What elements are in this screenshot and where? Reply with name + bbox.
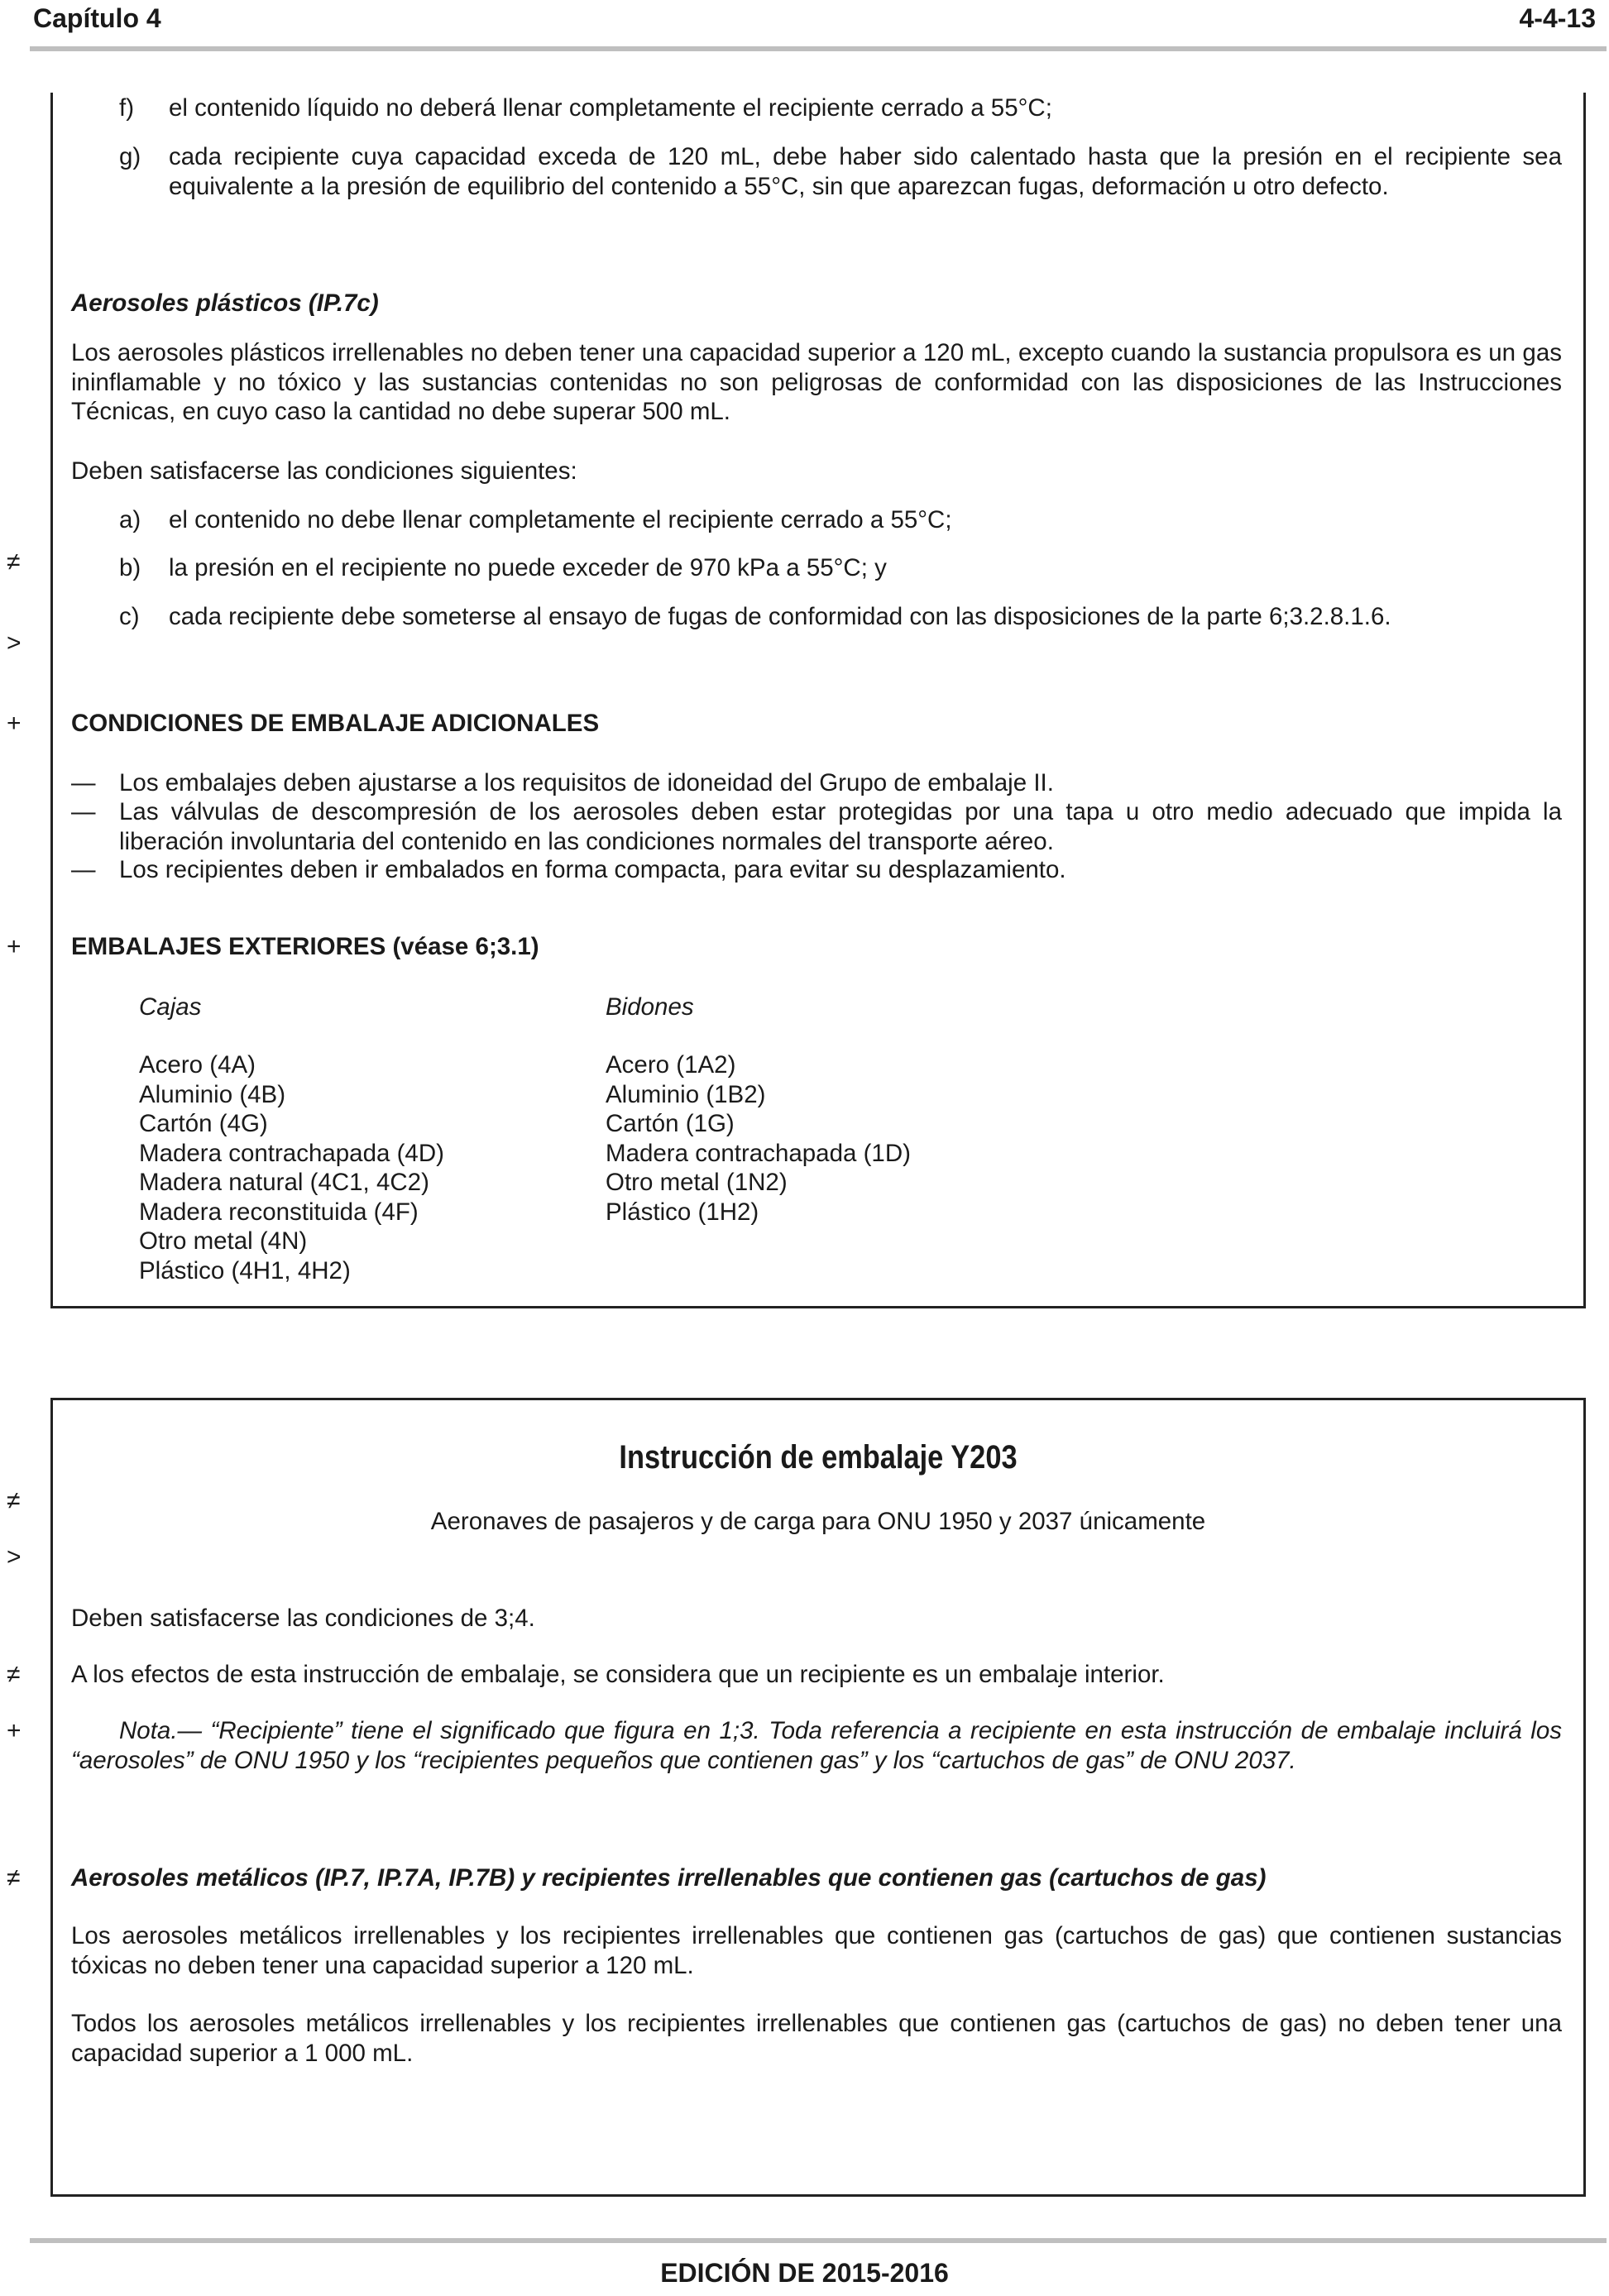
list-label: b) <box>119 554 141 581</box>
section-heading: EMBALAJES EXTERIORES (véase 6;3.1) <box>71 933 539 960</box>
footer-rule <box>30 2238 1607 2243</box>
list-item: Otro metal (1N2) <box>606 1169 788 1196</box>
list-item: Plástico (4H1, 4H2) <box>139 1256 351 1284</box>
paragraph: Deben satisfacerse las condiciones de 3;4. <box>71 1605 535 1632</box>
list-label: c) <box>119 603 140 630</box>
paragraph: Los aerosoles plásticos irrellenables no deben tener una capacidad superior a 120 mL, excepto cuando la sustancia propulsora es un gas ininflamable y no tóxico y las sustancias contenidas no son peligrosas de conformidad con las disposiciones de las Instrucciones Técnicas, en cuyo caso la cantidad no debe superar 500 mL. <box>71 339 1562 425</box>
section-heading: CONDICIONES DE EMBALAJE ADICIONALES <box>71 710 600 737</box>
list-item: cada recipiente debe someterse al ensayo de fugas de conformidad con las disposiciones de la parte 6;3.2.8.1.6. <box>169 603 1391 630</box>
margin-mark: > <box>7 1543 22 1571</box>
list-item: Los embalajes deben ajustarse a los requisitos de idoneidad del Grupo de embalaje II. <box>119 769 1054 796</box>
section-heading: Aerosoles metálicos (IP.7, IP.7A, IP.7B) y recipientes irrellenables que contienen gas (cartuchos de gas) <box>71 1864 1267 1892</box>
list-item: Cartón (4G) <box>139 1110 268 1137</box>
edition-label: EDICIÓN DE 2015-2016 <box>660 2258 949 2288</box>
column-heading-drums: Bidones <box>606 993 694 1021</box>
list-label: g) <box>119 143 141 170</box>
paragraph: A los efectos de esta instrucción de embalaje, se considera que un recipiente es un embalaje interior. <box>71 1661 1165 1688</box>
list-label: a) <box>119 506 141 533</box>
instruction-subtitle: Aeronaves de pasajeros y de carga para ONU 1950 y 2037 únicamente <box>430 1508 1206 1535</box>
page-number: 4-4-13 <box>1519 3 1596 33</box>
list-item: el contenido líquido no deberá llenar completamente el recipiente cerrado a 55°C; <box>169 94 1052 122</box>
chapter-label: Capítulo 4 <box>33 3 161 33</box>
list-item: la presión en el recipiente no puede exceder de 970 kPa a 55°C; y <box>169 554 887 581</box>
list-item: Cartón (1G) <box>606 1110 735 1137</box>
margin-mark: + <box>7 710 22 737</box>
boxes-list <box>139 1050 444 1285</box>
margin-mark: > <box>7 629 22 657</box>
header-rule <box>30 46 1607 51</box>
list-item: el contenido no debe llenar completamente el recipiente cerrado a 55°C; <box>169 506 952 533</box>
dash-bullet: — <box>71 769 96 796</box>
dash-bullet: — <box>71 856 96 883</box>
margin-mark: ≠ <box>7 1864 21 1892</box>
margin-mark: + <box>7 933 22 960</box>
list-item: Aluminio (4B) <box>139 1080 286 1108</box>
list-item: Las válvulas de descompresión de los aerosoles deben estar protegidas por una tapa u otro medio adecuado que impida la liberación involuntaria del contenido en las condiciones normales del transporte aéreo. <box>119 798 1562 855</box>
instruction-title: Instrucción de embalaje Y203 <box>619 1439 1018 1476</box>
list-item: Otro metal (4N) <box>139 1227 308 1255</box>
margin-mark: ≠ <box>7 1487 21 1514</box>
list-item: Madera reconstituida (4F) <box>139 1198 419 1226</box>
note: Nota.— “Recipiente” tiene el significado que figura en 1;3. Toda referencia a recipiente en esta instrucción de embalaje incluirá los “aerosoles” de ONU 1950 y los “recipientes pequeños que contienen gas” y los “cartuchos de gas” de ONU 2037. <box>71 1717 1562 1774</box>
list-item: Acero (1A2) <box>606 1051 736 1079</box>
section-heading: Aerosoles plásticos (IP.7c) <box>71 289 379 317</box>
list-item: cada recipiente cuya capacidad exceda de 120 mL, debe haber sido calentado hasta que la presión en el recipiente sea equivalente a la presión de equilibrio del contenido a 55°C, sin que aparezcan fugas, deformación u otro defecto. <box>169 143 1562 200</box>
list-label: f) <box>119 94 135 122</box>
list-item: Plástico (1H2) <box>606 1198 759 1226</box>
list-item: Madera natural (4C1, 4C2) <box>139 1169 429 1196</box>
paragraph: Todos los aerosoles metálicos irrellenables y los recipientes irrellenables que contienen gas (cartuchos de gas) no deben tener una capacidad superior a 1 000 mL. <box>71 2010 1562 2067</box>
column-heading-boxes: Cajas <box>139 993 202 1021</box>
list-item: Aluminio (1B2) <box>606 1080 766 1108</box>
paragraph: Los aerosoles metálicos irrellenables y los recipientes irrellenables que contienen gas (cartuchos de gas) que contienen sustancias tóxicas no deben tener una capacidad superior a 120 mL. <box>71 1922 1562 1979</box>
list-item: Madera contrachapada (4D) <box>139 1139 444 1167</box>
paragraph: Deben satisfacerse las condiciones siguientes: <box>71 457 577 485</box>
dash-bullet: — <box>71 798 96 825</box>
margin-mark: ≠ <box>7 548 21 576</box>
margin-mark: ≠ <box>7 1661 21 1688</box>
margin-mark: + <box>7 1717 22 1744</box>
list-item: Madera contrachapada (1D) <box>606 1139 911 1167</box>
list-item: Los recipientes deben ir embalados en forma compacta, para evitar su desplazamiento. <box>119 856 1066 883</box>
list-item: Acero (4A) <box>139 1051 256 1079</box>
drums-list <box>606 1050 911 1227</box>
